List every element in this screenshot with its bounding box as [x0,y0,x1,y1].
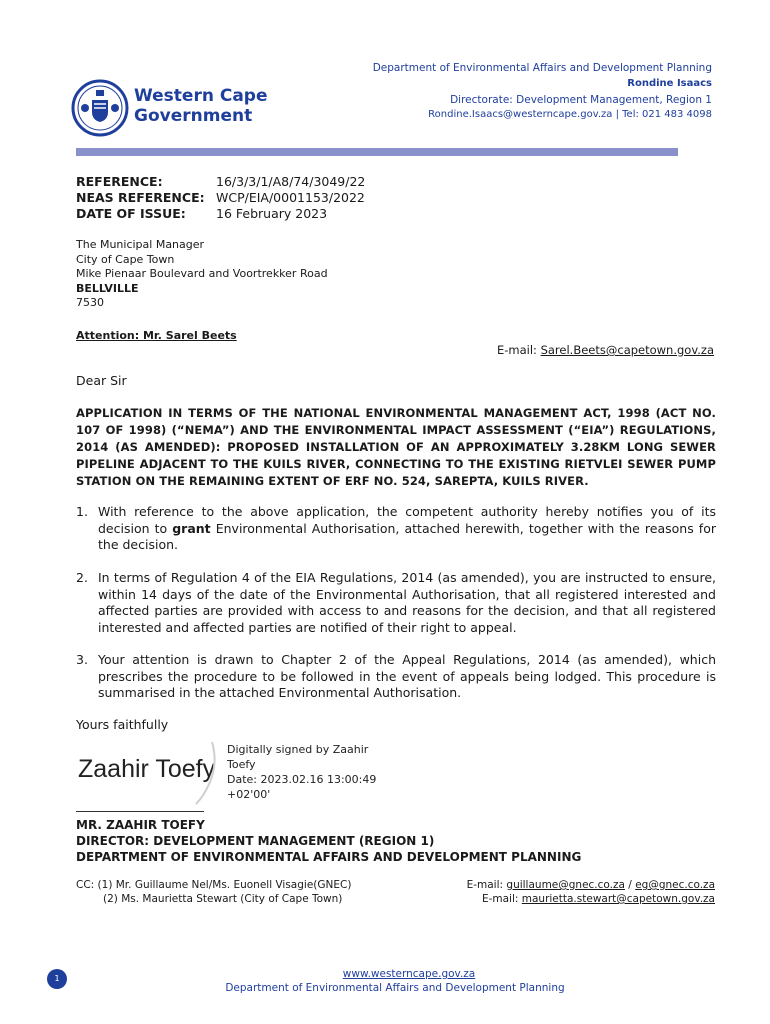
neas-reference-label: NEAS REFERENCE: [76,190,205,205]
attention-email-label: E-mail: [496,343,537,357]
list-item-bold: grant [172,520,211,536]
cc-emails [467,878,715,906]
list-item-text-part: With reference to the above application, the competent authority hereby notifies you of its decision to [98,504,716,536]
date-of-issue-label: DATE OF ISSUE: [76,206,186,221]
page-number: 1 [54,974,60,983]
digital-signature-line: Toefy [227,758,256,771]
signature-flourish-icon [192,738,222,808]
attention-email-link[interactable]: Sarel.Beets@capetown.gov.za [540,343,714,357]
list-item [76,504,716,554]
list-item-text [98,504,716,554]
cc-line: (2) Ms. Maurietta Stewart (City of Cape Town) [103,893,343,905]
header-email: Rondine.Isaacs@westerncape.gov.za [428,109,613,120]
address-line: City of Cape Town [76,252,175,266]
signatory-department: DEPARTMENT OF ENVIRONMENTAL AFFAIRS AND DEVELOPMENT PLANNING [76,850,582,864]
cc-email-label: E-mail: [481,893,519,905]
list-item-number: 1. [76,504,88,519]
address-line: Mike Pienaar Boulevard and Voortrekker Road [76,267,328,280]
cc-email-link[interactable]: eg@gnec.co.za [635,879,715,891]
date-of-issue-row [76,206,327,221]
list-item-number: 2. [76,570,88,585]
subject-heading: APPLICATION IN TERMS OF THE NATIONAL ENVIRONMENTAL MANAGEMENT ACT, 1998 (ACT NO. 107 OF 1998) (“NEMA”) AND THE ENVIRONMENTAL IMPACT ASSESSMENT (“EIA”) REGULATIONS, 2014 (AS AMENDED): PROPOSED INSTALLATION OF AN APPROXIMATELY 3.28KM LONG SEWER PIPELINE ADJACENT TO THE KUILS RIVER, CONNECTING TO THE EXISTING RIETVLEI SEWER PUMP STATION ON THE REMAINING EXTENT OF ERF NO. 524, SAREPTA, KUILS RIVER. [76,406,716,488]
footer-website-link[interactable]: www.westerncape.gov.za [342,968,476,980]
cc-email-link[interactable]: guillaume@gnec.co.za [506,879,625,891]
cc-line: CC: (1) Mr. Guillaume Nel/Ms. Euonell Visagie(GNEC) [76,879,352,891]
neas-reference-value: WCP/EIA/0001153/2022 [216,190,365,205]
cc-list [76,878,351,906]
reference-label: REFERENCE: [76,174,163,189]
footer-department: Department of Environmental Affairs and Development Planning [225,982,565,994]
digital-signature-line: Digitally signed by Zaahir [227,743,369,756]
signature-script: Zaahir Toefy [78,755,216,783]
logo [70,78,270,138]
date-of-issue-value: 16 February 2023 [216,206,328,221]
coat-of-arms-icon [70,78,130,138]
salutation: Dear Sir [76,373,127,388]
digital-signature-info [227,742,376,802]
list-item-text: In terms of Regulation 4 of the EIA Regulations, 2014 (as amended), you are instructed to ensure, within 14 days of the date of the Environmental Authorisation, that all registered interested and affected parties are provided with access to and reasons for the decision, and that all registered interested and affected parties are notified of their right to appeal. [98,570,716,635]
attention-line: Attention: Mr. Sarel Beets [76,329,237,342]
recipient-address [76,238,328,311]
header-department: Department of Environmental Affairs and Development Planning [372,62,712,74]
header-tel: | Tel: 021 483 4098 [615,109,712,120]
attention-email-line [497,343,714,357]
reference-row [76,174,365,189]
signature-line [76,811,204,812]
address-line: The Municipal Manager [76,238,205,251]
list-item-number: 3. [76,652,88,667]
neas-reference-row [76,190,365,205]
list-item [76,570,716,636]
header-divider [76,148,678,156]
cc-email-separator: / [628,879,632,891]
reference-value: 16/3/3/1/A8/74/3049/22 [216,174,366,189]
logo-text-line1: Western Cape [134,86,268,106]
list-item [76,652,716,702]
cc-email-link[interactable]: maurietta.stewart@capetown.gov.za [521,893,715,905]
signatory-title: DIRECTOR: DEVELOPMENT MANAGEMENT (REGION 1) [76,834,435,848]
address-postal-code: 7530 [76,296,104,309]
digital-signature-line: Date: 2023.02.16 13:00:49 [227,773,377,786]
list-item-text-part: Environmental Authorisation, attached herewith, together with the reasons for the decision. [98,520,716,552]
list-item-text: Your attention is drawn to Chapter 2 of the Appeal Regulations, 2014 (as amended), which prescribes the procedure to be followed in the event of appeals being lodged. This procedure is summarised in the attached Environmental Authorisation. [98,652,716,700]
logo-text-line2: Government [134,106,253,126]
signatory-name: MR. ZAAHIR TOEFY [76,818,205,832]
cc-email-label: E-mail: [466,879,504,891]
cc-email-line [467,892,715,906]
address-city: BELLVILLE [76,281,139,295]
cc-email-line [467,878,715,892]
closing: Yours faithfully [76,717,169,732]
header-directorate: Directorate: Development Management, Region 1 [450,94,712,106]
digital-signature-line: +02'00' [227,788,271,801]
signatory-block [76,817,581,865]
header-contact [428,109,712,120]
header-contact-name: Rondine Isaacs [627,78,712,89]
